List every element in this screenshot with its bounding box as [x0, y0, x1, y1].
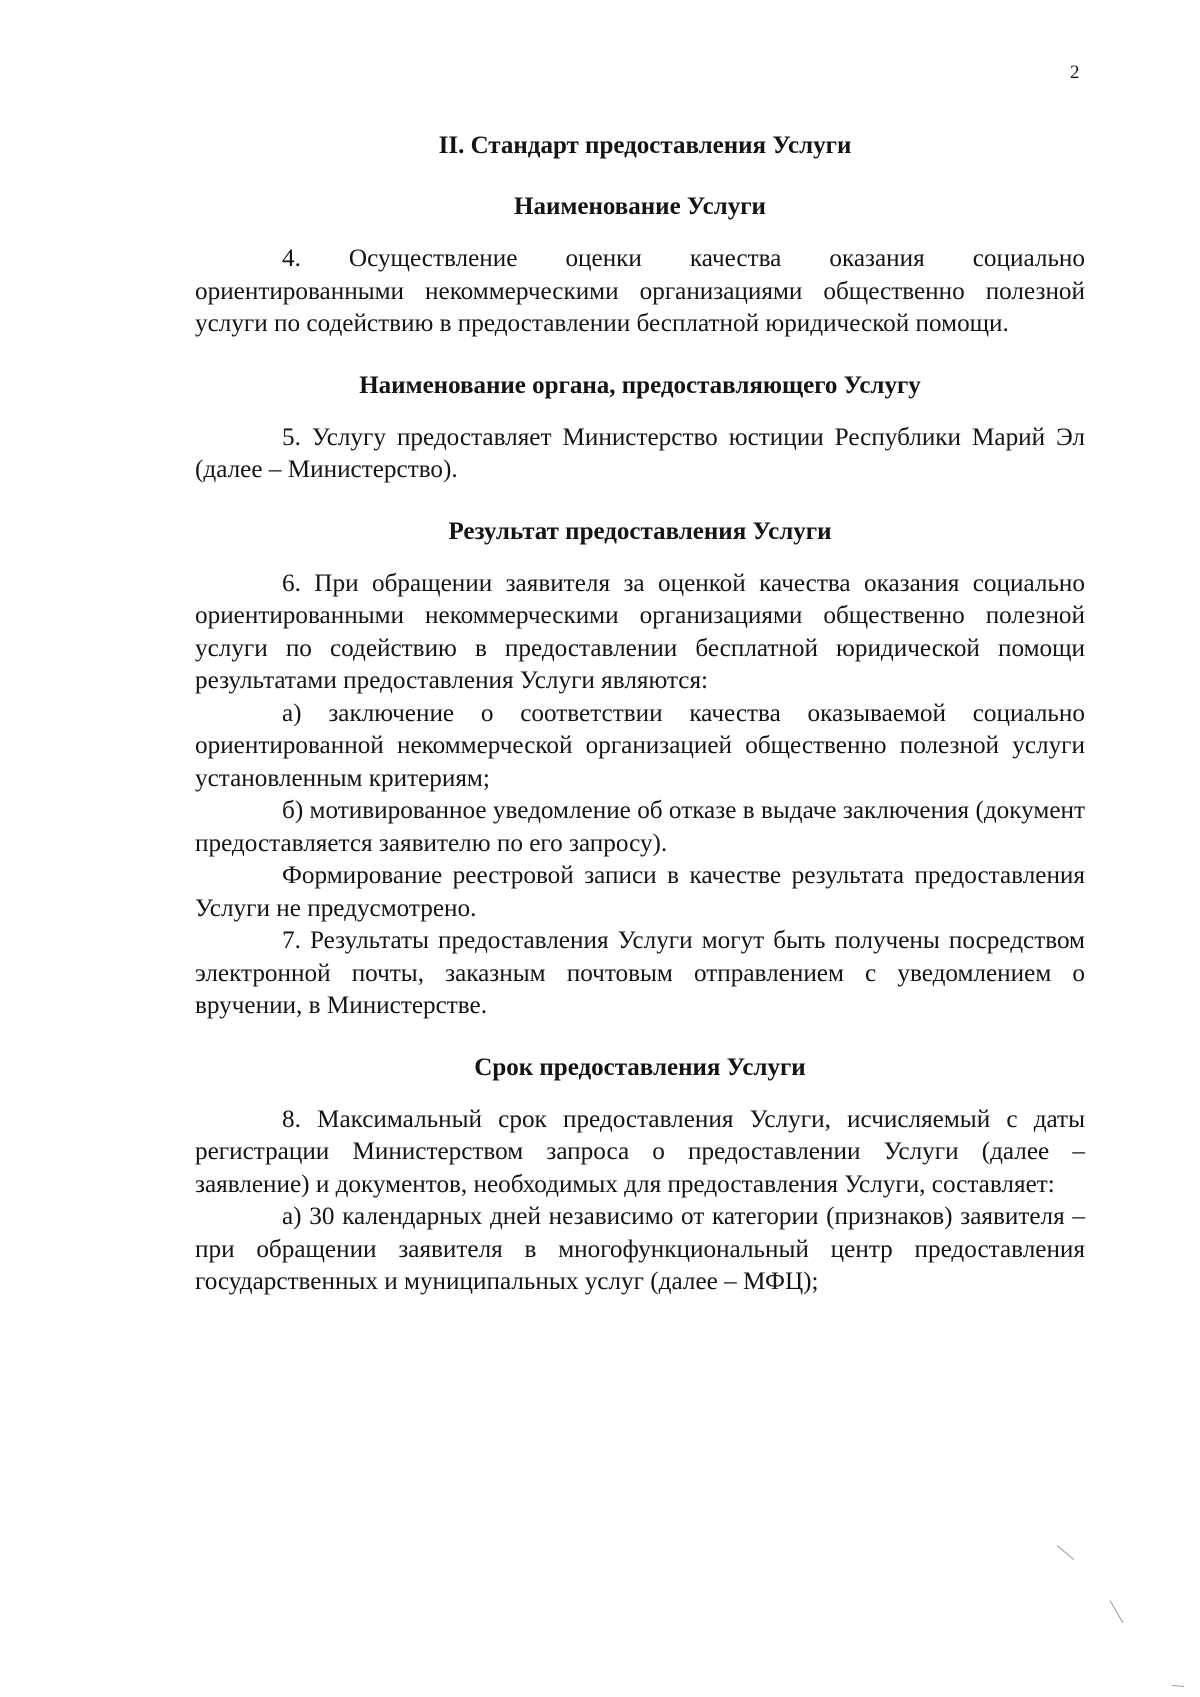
scan-mark [1172, 1685, 1184, 1687]
page-number: 2 [1070, 62, 1080, 83]
paragraph-registry: Формирование реестровой записи в качестве результата предоставления Услуги не предусмотрено. [195, 862, 1085, 922]
paragraph-6b: б) мотивированное уведомление об отказе в выдаче заключения (документ предоставляется заявителю по его запросу). [195, 797, 1085, 857]
heading-result: Результат предоставления Услуги [448, 517, 832, 545]
scan-mark [1110, 1600, 1124, 1623]
heading-authority: Наименование органа, предоставляющего Услугу [359, 371, 921, 399]
heading-service-name: Наименование Услуги [514, 193, 766, 220]
paragraph-6a: а) заключение о соответствии качества оказываемой социально ориентированной некоммерческой организацией общественно полезной услуги установленным критериям; [195, 699, 1085, 792]
scan-mark [1057, 1545, 1074, 1560]
paragraph-5: 5. Услугу предоставляет Министерство юстиции Республики Марий Эл (далее – Министерство). [195, 423, 1085, 483]
document-body [195, 130, 1085, 1299]
paragraph-7: 7. Результаты предоставления Услуги могут быть получены посредством электронной почты, заказным почтовым отправлением с уведомлением о вручении, в Министерстве. [195, 927, 1085, 1019]
section-title: II. Стандарт предоставления Услуги [438, 132, 852, 159]
paragraph-6: 6. При обращении заявителя за оценкой качества оказания социально ориентированными некоммерческими организациями общественно полезной услуги по содействию в предоставлении бесплатной юридической помощи результатами предоставления Услуги являются: [195, 569, 1085, 694]
heading-term: Срок предоставления Услуги [474, 1053, 806, 1081]
paragraph-8: 8. Максимальный срок предоставления Услуги, исчисляемый с даты регистрации Министерством запроса о предоставлении Услуги (далее – заявление) и документов, необходимых для предоставления Услуги, составляет: [195, 1105, 1085, 1198]
paragraph-4: 4. Осуществление оценки качества оказания социально ориентированными некоммерческими организациями общественно полезной услуги по содействию в предоставлении бесплатной юридической помощи. [195, 245, 1085, 337]
paragraph-8a: а) 30 календарных дней независимо от категории (признаков) заявителя – при обращении заявителя в многофункциональный центр предоставления государственных и муниципальных услуг (далее – МФЦ); [195, 1203, 1085, 1295]
